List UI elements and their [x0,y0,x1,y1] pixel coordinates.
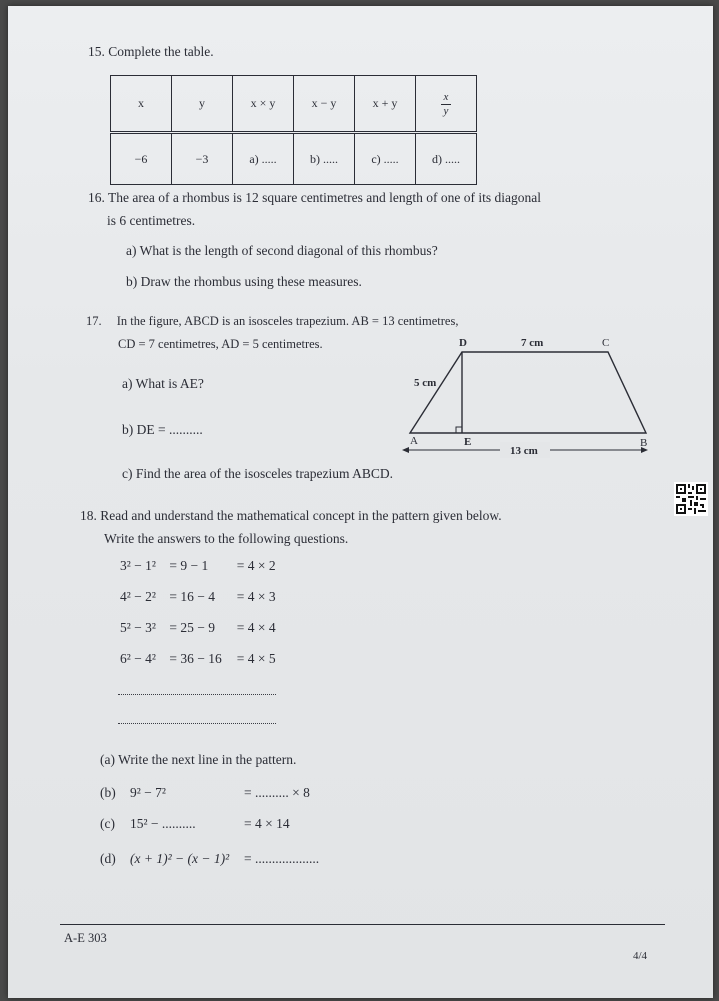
q17-number: 17. [86,314,102,328]
q18-part-d-answer: = ................... [244,851,320,866]
header-x: x [111,76,172,133]
q15-text [88,44,214,60]
pattern-line [120,651,276,667]
q15-number: 15. [88,44,105,59]
q18-part-c-label: (c) [100,816,115,831]
q18-part-d-expr: (x + 1)² − (x − 1)² [130,851,230,866]
q15-table [110,75,477,185]
cell-x: −6 [111,133,172,185]
trapezium-shape [410,352,646,433]
header-difference: x − y [294,76,355,133]
pattern-mid: = 9 − 1 [169,558,209,573]
q18-part-c-answer: = 4 × 14 [244,816,290,831]
q18-part-a: (a) Write the next line in the pattern. [100,752,297,767]
header-y: y [172,76,233,133]
footer-rule [60,924,665,925]
q18-line1 [80,508,502,524]
q18-part-c-expr: 15² − .......... [130,816,196,831]
q18-part-d-label: (d) [100,851,116,866]
arrow-left-icon [402,447,409,453]
pattern-lhs: 5² − 3² [120,620,156,635]
vertex-e: E [464,436,472,448]
q18-part-b-answer: = .......... × 8 [244,785,310,800]
side-length-label: 5 cm [414,377,437,389]
pattern-lhs: 6² − 4² [120,651,156,666]
qr-code-icon [674,482,708,516]
q17-line1 [86,314,458,329]
cell-b: b) ..... [294,133,355,185]
q17-text-2: CD = 7 centimetres, AD = 5 centimetres. [118,337,323,351]
page-number: 4/4 [633,950,648,962]
q18-part-b-expr: 9² − 7² [130,785,166,800]
q16-number: 16. [88,190,105,205]
q18-text-2: Write the answers to the following questions. [104,531,349,546]
pattern-line [120,620,276,636]
header-sum: x + y [355,76,416,133]
cell-d: d) ..... [416,133,477,185]
q16-text-1: The area of a rhombus is 12 square centimetres and length of one of its diagonal [108,190,542,205]
blank-answer-line [118,723,276,724]
q17-part-c: c) Find the area of the isosceles trapezium ABCD. [122,466,394,481]
pattern-mid: = 25 − 9 [169,620,215,635]
pattern-line [120,589,276,605]
q16-line1 [88,190,541,206]
pattern-line [120,558,276,574]
vertex-c: C [602,337,610,349]
paper-code: A-E 303 [64,931,107,945]
fraction-denominator: y [443,105,449,117]
cell-c: c) ..... [355,133,416,185]
bottom-length-label: 13 cm [510,445,538,457]
pattern-rhs: = 4 × 2 [236,558,276,573]
exam-page [8,6,713,998]
vertex-d: D [459,337,467,349]
top-length-label: 7 cm [521,337,544,349]
q16-text-2: is 6 centimetres. [107,213,196,228]
pattern-lhs: 4² − 2² [120,589,156,604]
vertex-a: A [410,435,418,447]
cell-y: −3 [172,133,233,185]
header-product: x × y [233,76,294,133]
pattern-mid: = 16 − 4 [169,589,215,604]
table-header-row [111,76,477,133]
right-angle-mark [456,427,462,433]
pattern-mid: = 36 − 16 [169,651,222,666]
q18-number: 18. [80,508,97,523]
q18-part-b-label: (b) [100,785,116,800]
q18-text-1: Read and understand the mathematical concept in the pattern given below. [100,508,502,523]
pattern-rhs: = 4 × 3 [236,589,276,604]
trapezium-figure [396,332,656,462]
pattern-rhs: = 4 × 4 [236,620,276,635]
pattern-lhs: 3² − 1² [120,558,156,573]
q16-part-b: b) Draw the rhombus using these measures. [126,274,362,289]
pattern-rhs: = 4 × 5 [236,651,276,666]
table-row [111,133,477,185]
blank-answer-line [118,694,276,695]
header-quotient [416,76,477,133]
fraction-numerator: x [443,91,449,103]
vertex-b: B [640,437,648,449]
q17-text-1: In the figure, ABCD is an isosceles trapezium. AB = 13 centimetres, [116,314,459,328]
cell-a: a) ..... [233,133,294,185]
q15-prompt: Complete the table. [108,44,214,59]
q17-part-a: a) What is AE? [122,376,204,391]
q17-part-b: b) DE = .......... [122,422,203,437]
q16-part-a: a) What is the length of second diagonal of this rhombus? [126,243,438,258]
